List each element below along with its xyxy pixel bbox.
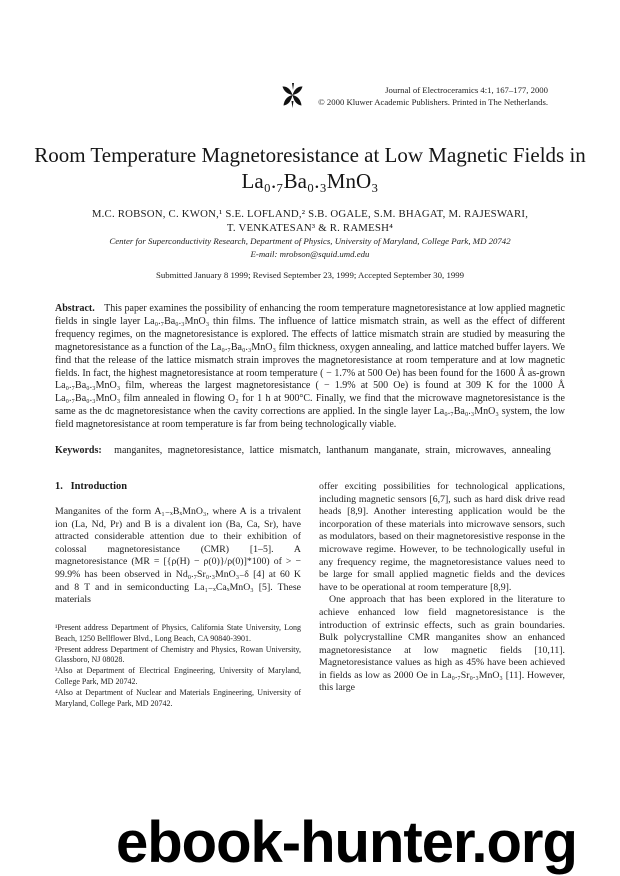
affiliation-line: Center for Superconductivity Research, Department of Physics, University of Maryland, College Park, MD 20742 xyxy=(109,236,511,246)
kluwer-butterfly-logo-icon xyxy=(281,82,304,109)
two-column-layout xyxy=(55,481,565,710)
keywords-label: Keywords: xyxy=(55,445,102,457)
footnote-2: ²Present address Department of Chemistry and Physics, Rowan University, Glassboro, NJ 08028. xyxy=(55,644,301,665)
right-column xyxy=(319,481,565,710)
submission-dates-line: Submitted January 8 1999; Revised September 23, 1999; Accepted September 30, 1999 xyxy=(155,270,465,280)
right-column-paragraph-2: One approach that has been explored in the literature to achieve enhanced low field magnetoresistance is the introduction of extrinsic effects, such as grain boundaries. Bulk polycrystalline CMR manganites show an enhanced magnetoresistance at low magnetic fields [10,11]. Magnetoresistance values as high as 45% have been achieved in fields as low as 2000 Oe in La₀.₇Sr₀.₃MnO₃ [11]. However, this large xyxy=(319,594,565,694)
abstract-text: This paper examines the possibility of enhancing the room temperature magnetoresistance at low applied magnetic fields in single layer La₀.₇Ba₀.₃MnO₃ thin films. The influence of lattice mismatch strain, as well as the effect of different frequency regimes, on the magnetoresistance is explored. The effects of lattice mismatch strain are studied by measuring the magnetoresistance as a function of the La₀.₇Ba₀.₃MnO₃ film thickness, oxygen annealing, and lattice matched buffer layers. We find that the release of the lattice mismatch strain improves the magnetoresistance at room temperature and at low magnetic fields. In fact, the highest magnetoresistance at room temperature ( − 1.7% at 500 Oe) has been found for the 1600 Å as-grown La₀.₇Ba₀.₃MnO₃ film, whereas the largest magnetoresistance ( − 1.9% at 500 Oe) is found at 309 K for the 1000 Å La₀.₇Ba₀.₃MnO₃ film annealed in flowing O₂ for 1 h at 900°C. Finally, we find that the microwave magnetoresistance is the same as the dc magnetoresistance when the cavity corrections are applied. In the single layer La₀.₇Ba₀.₃MnO₃ system, the low field magnetoresistance at room temperature is far from being technologically viable. xyxy=(55,303,565,431)
keywords-paragraph xyxy=(55,445,565,458)
author-line2: T. VENKATESAN³ & R. RAMESH⁴ xyxy=(226,222,394,234)
abstract-paragraph xyxy=(55,303,565,432)
footnote-3: ³Also at Department of Electrical Engineering, University of Maryland, College Park, MD 20742. xyxy=(55,666,301,687)
author-list xyxy=(0,207,620,235)
author-line1: M.C. ROBSON, C. KWON,¹ S.E. LOFLAND,² S.B. OGALE, S.M. BHAGAT, M. RAJESWARI, xyxy=(91,208,529,220)
abstract-label: Abstract. xyxy=(55,303,95,314)
left-column xyxy=(55,481,301,710)
journal-citation-line: Journal of Electroceramics 4:1, 167–177, 2000 xyxy=(385,85,548,95)
footnote-1: ¹Present address Department of Physics, California State University, Long Beach, 1250 Bellflower Blvd., Long Beach, CA 90840-3901. xyxy=(55,622,301,643)
paper-title-line1: Room Temperature Magnetoresistance at Low Magnetic Fields in xyxy=(34,143,586,167)
keywords-text: manganites, magnetoresistance, lattice mismatch, lanthanum manganate, strain, microwaves, annealing xyxy=(114,445,551,457)
copyright-line: © 2000 Kluwer Academic Publishers. Printed in The Netherlands. xyxy=(318,97,548,107)
body-text-area xyxy=(55,303,565,710)
affiliation-block xyxy=(0,235,620,260)
email-line: E-mail: mrobson@squid.umd.edu xyxy=(250,248,370,259)
footnotes-block xyxy=(55,623,301,710)
section-heading-introduction: 1. Introduction xyxy=(55,480,127,492)
paper-title xyxy=(0,142,620,194)
footnote-4: ⁴Also at Department of Nuclear and Materials Engineering, University of Maryland, College Park, MD 20742. xyxy=(55,688,301,709)
introduction-paragraph: Manganites of the form A₁₋ₓBₓMnO₃, where A is a trivalent ion (La, Nd, Pr) and B is a divalent ion (Ba, Ca, Sr), have attracted considerable attention due to their exhibition of colossal magnetoresistance (CMR) [1–5]. A magnetoresistance (MR = [{ρ(H) − ρ(0)}/ρ(0)]*100) of > − 99.9% has been observed in Nd₀.₇Sr₀.₃MnO₃₋δ [4] at 60 K and 8 T and in semiconducting La₁₋ₓCaₓMnO₃ [5]. These materials xyxy=(55,505,301,606)
journal-header xyxy=(318,84,548,108)
right-column-paragraph-1: offer exciting possibilities for technological applications, including magnetic sensors [6,7], such as hard disk drive read heads [8,9]. Another interesting application would be the incorporation of these materials into microwave sensors, such as modulators, based on their magnetoresistive response in the microwave regime. However, to be technologically useful in any frequency regime, the magnetoresistance values need to be large for small applied magnetic fields and the devices have to be operational at room temperature [8,9]. xyxy=(319,480,565,593)
paper-title-line2: La₀.₇Ba₀.₃MnO₃ xyxy=(241,169,379,193)
ebook-hunter-watermark: ebook-hunter.org xyxy=(116,810,577,875)
